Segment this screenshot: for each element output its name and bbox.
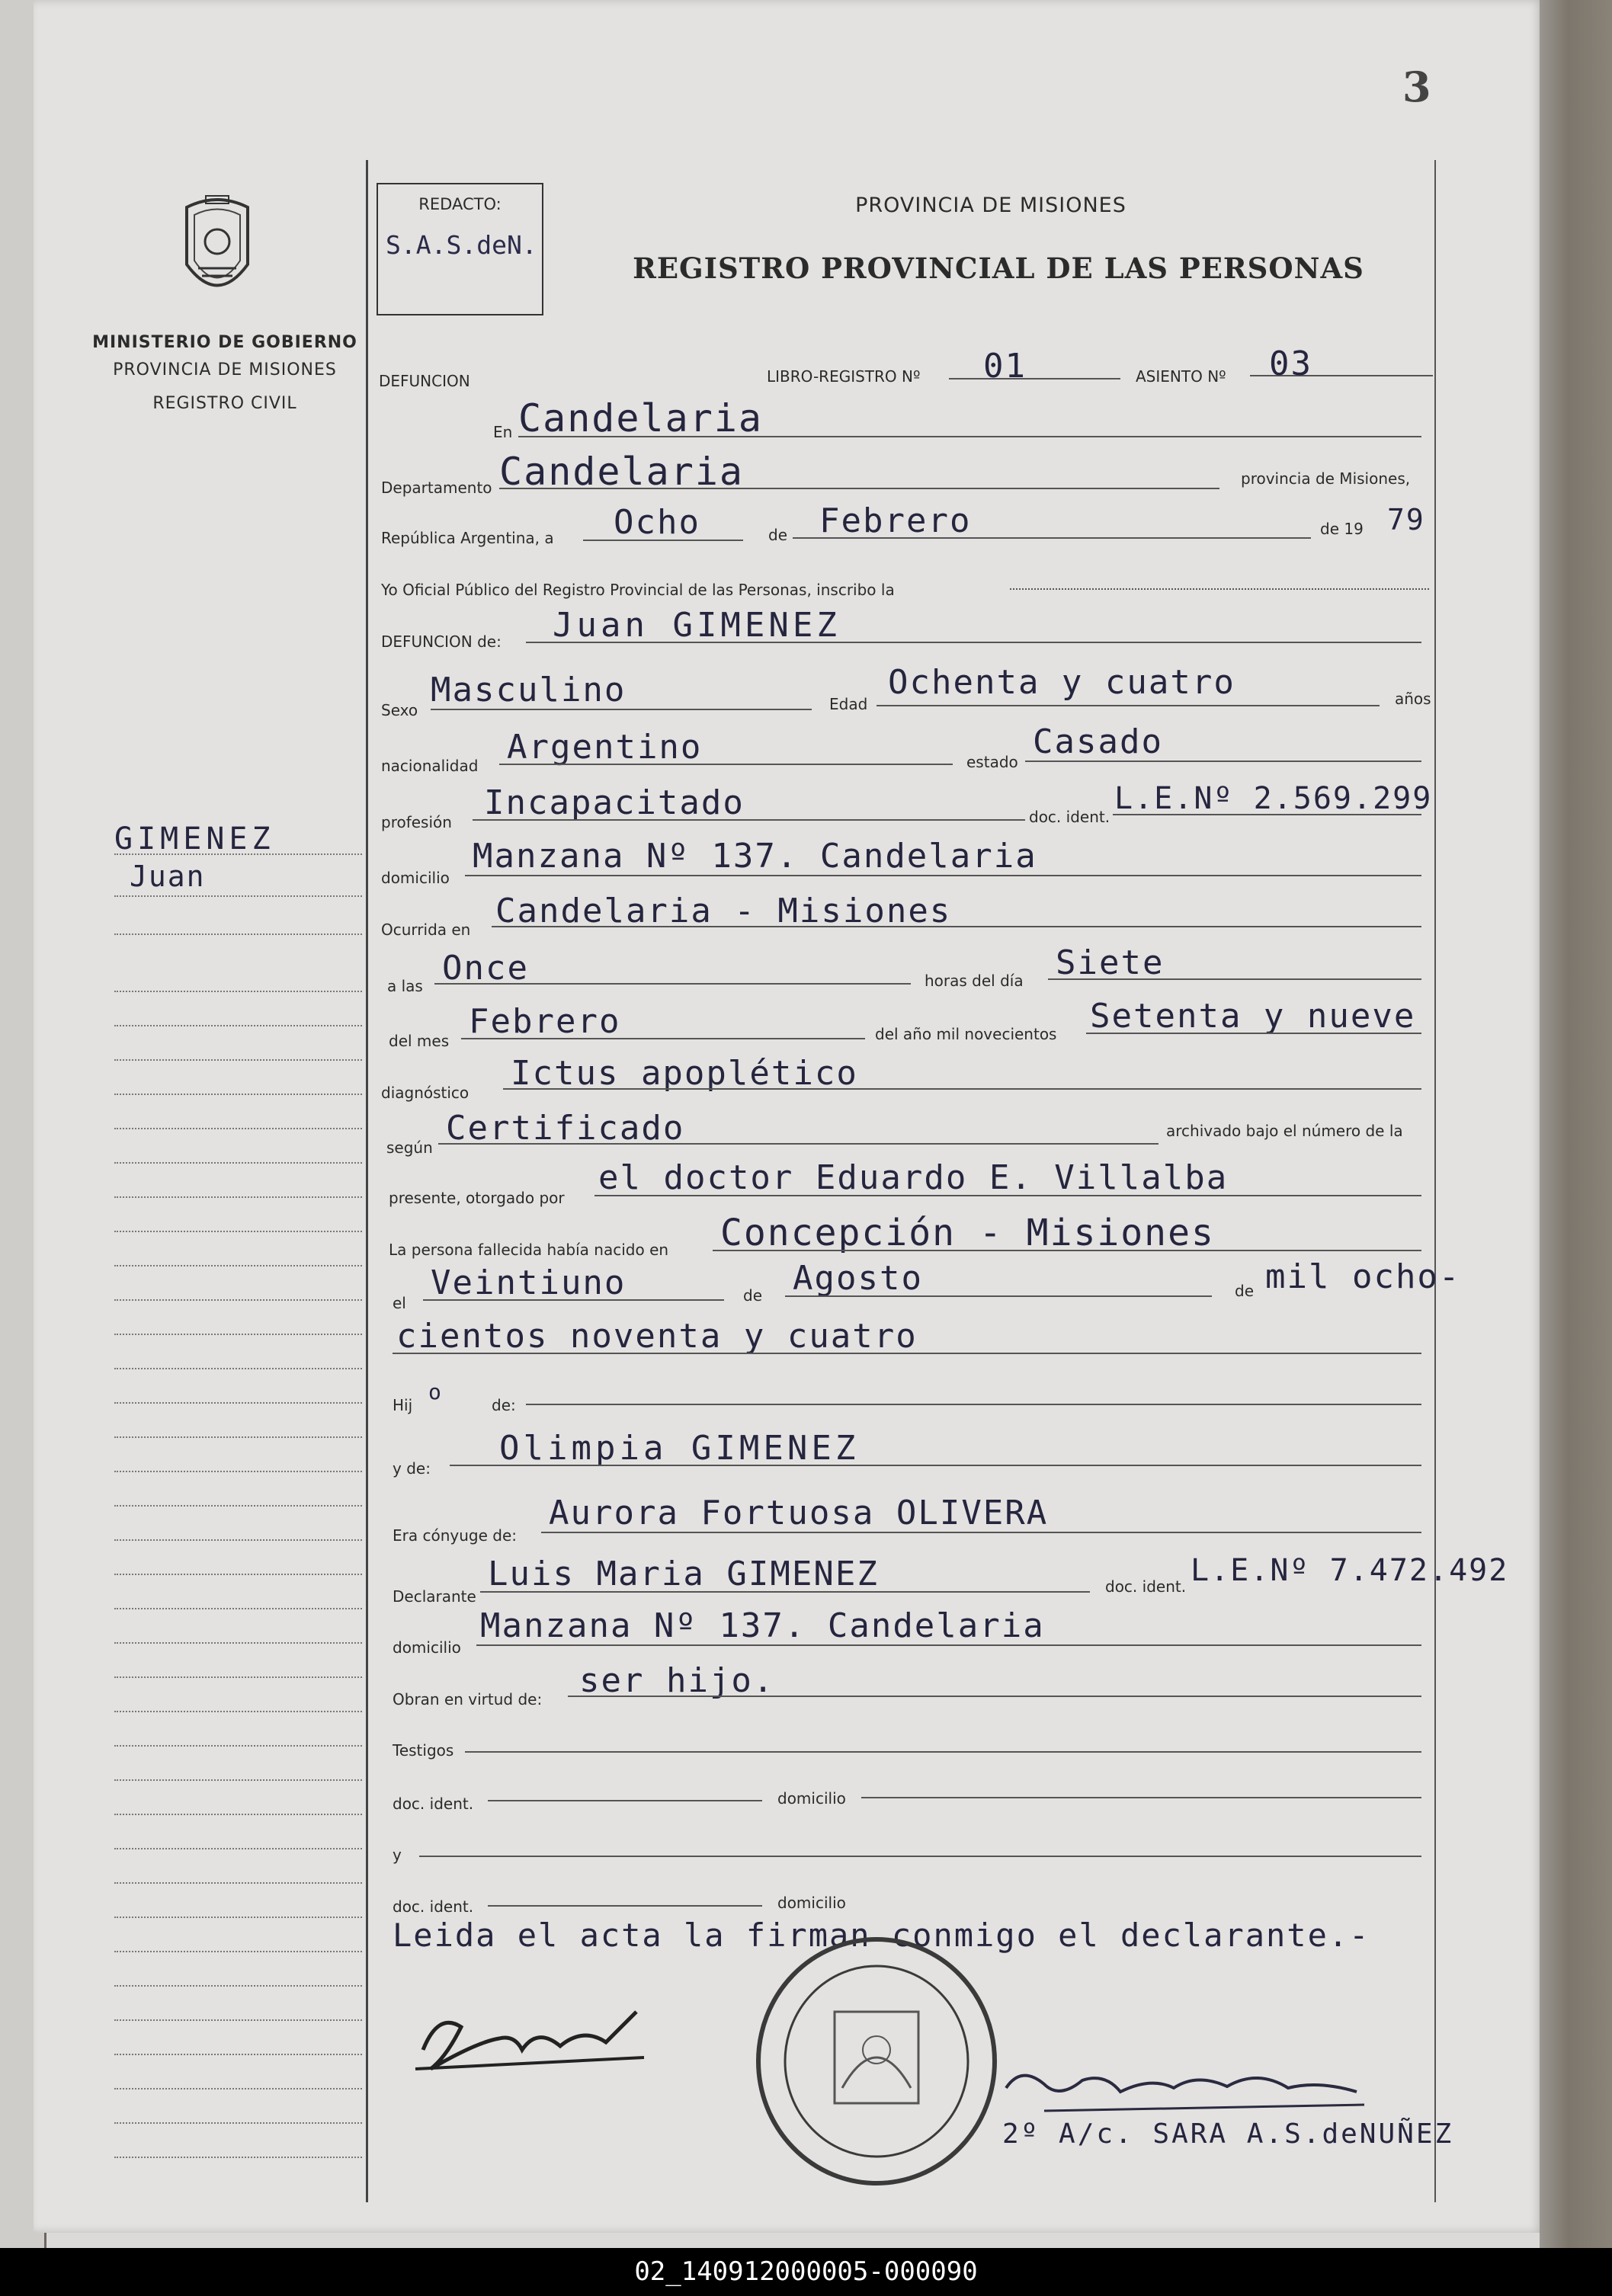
margin-line — [114, 1299, 362, 1301]
margin-surname: GIMENEZ — [114, 821, 275, 857]
nac-mes-value: Agosto — [793, 1259, 923, 1298]
testigo2-doc-line — [488, 1905, 762, 1907]
provincia-label: provincia de Misiones, — [1241, 469, 1411, 488]
testigo1-dom-line — [861, 1797, 1421, 1798]
republica-label: República Argentina, a — [381, 529, 554, 547]
declarante-label: Declarante — [393, 1587, 476, 1606]
segun-label: según — [386, 1138, 433, 1157]
margin-line — [114, 1059, 362, 1061]
margin-line — [114, 1025, 362, 1026]
nacido-label: La persona fallecida había nacido en — [389, 1241, 669, 1259]
departamento-label: Departamento — [381, 479, 492, 497]
doc-line — [1113, 814, 1421, 815]
libro-label: LIBRO-REGISTRO Nº — [767, 367, 921, 386]
margin-line — [114, 1265, 362, 1266]
margin-line — [114, 1231, 362, 1232]
y-label: y — [393, 1846, 402, 1864]
conyuge-label: Era cónyuge de: — [393, 1526, 517, 1545]
lugar-value: Candelaria — [518, 396, 764, 440]
nombre-line — [526, 642, 1421, 643]
yo-oficial-line — [1010, 588, 1429, 590]
hora-value: Once — [442, 949, 529, 988]
testigos-label: Testigos — [393, 1741, 454, 1760]
provincial-emblem-icon — [175, 192, 259, 306]
nac-anio1-value: mil ocho- — [1265, 1257, 1461, 1296]
asiento-label: ASIENTO Nº — [1136, 367, 1226, 386]
dia-value: Ocho — [614, 503, 700, 542]
nacionalidad-value: Argentino — [507, 728, 703, 767]
province-title: PROVINCIA DE MISIONES — [855, 194, 1126, 217]
footer-id: 02_140912000005-000090 — [0, 2248, 1612, 2296]
dia-muerte-value: Siete — [1056, 943, 1165, 982]
official-signature — [998, 2057, 1380, 2118]
testigo1-doc-label: doc. ident. — [393, 1795, 474, 1813]
dia-muerte-line — [1048, 978, 1421, 980]
diagnostico-label: diagnóstico — [381, 1084, 469, 1102]
margin-line — [114, 1711, 362, 1712]
redacto-value: S.A.S.deN. — [386, 230, 537, 260]
right-border — [1434, 160, 1436, 2202]
margin-line — [114, 1094, 362, 1095]
mes-muerte-value: Febrero — [469, 1002, 621, 1041]
margin-line — [114, 895, 362, 897]
conyuge-line — [541, 1532, 1421, 1533]
estado-line — [1025, 761, 1421, 762]
departamento-line — [499, 488, 1219, 489]
declarante-domicilio-line — [476, 1644, 1421, 1646]
margin-divider — [366, 160, 368, 2202]
margin-line — [114, 1985, 362, 1987]
declarante-line — [480, 1591, 1090, 1593]
edad-value: Ochenta y cuatro — [888, 663, 1235, 702]
nac-anio2-value: cientos noventa y cuatro — [396, 1317, 918, 1356]
margin-line — [114, 2088, 362, 2089]
obran-label: Obran en virtud de: — [393, 1690, 543, 1708]
margin-line — [114, 1814, 362, 1815]
margin-line — [114, 1608, 362, 1609]
obran-line — [568, 1696, 1421, 1697]
doc-value: L.E.Nº 2.569.299 — [1114, 781, 1433, 816]
edad-label: Edad — [829, 695, 868, 713]
province-name: PROVINCIA DE MISIONES — [113, 360, 337, 379]
segun-line — [438, 1143, 1159, 1145]
margin-line — [114, 853, 362, 855]
del-mes-label: del mes — [389, 1032, 450, 1050]
a-las-label: a las — [387, 977, 423, 995]
medico-line — [594, 1195, 1421, 1196]
nacido-line — [713, 1250, 1421, 1251]
archivado-label: archivado bajo el número de la — [1166, 1122, 1403, 1140]
estado-value: Casado — [1033, 722, 1163, 761]
de-label: de — [768, 526, 787, 544]
de-nac2-label: de — [1235, 1282, 1254, 1300]
declarante-domicilio-label: domicilio — [393, 1638, 461, 1657]
nac-dia-value: Veintiuno — [431, 1263, 627, 1302]
testigo2-dom-label: domicilio — [777, 1894, 846, 1912]
sexo-value: Masculino — [431, 671, 627, 709]
leida-text: Leida el acta la firman conmigo el declarante.- — [393, 1917, 1370, 1954]
official-seal-icon — [751, 1936, 1002, 2187]
nacionalidad-label: nacionalidad — [381, 757, 479, 775]
redacto-box — [377, 183, 543, 315]
book-cover-edge — [1540, 0, 1612, 2248]
testigo2-doc-label: doc. ident. — [393, 1897, 474, 1916]
margin-line — [114, 1574, 362, 1575]
margin-line — [114, 991, 362, 992]
declarante-doc-value: L.E.Nº 7.472.492 — [1191, 1553, 1509, 1588]
margin-line — [114, 2054, 362, 2055]
doc-label: doc. ident. — [1029, 808, 1110, 826]
de-nac-label: de — [743, 1286, 762, 1305]
madre-line — [450, 1465, 1421, 1466]
horas-label: horas del día — [925, 972, 1024, 990]
estado-label: estado — [966, 753, 1018, 771]
redacto-label: REDACTO: — [418, 195, 502, 213]
testigos-line — [465, 1751, 1421, 1753]
testigo1-doc-line — [488, 1800, 762, 1801]
margin-line — [114, 1642, 362, 1644]
en-label: En — [493, 423, 513, 441]
anio-value: 79 — [1387, 503, 1425, 536]
edad-line — [877, 705, 1380, 706]
padre-line — [526, 1404, 1421, 1405]
del-ano-label: del año mil novecientos — [875, 1025, 1057, 1043]
margin-line — [114, 1848, 362, 1849]
margin-line — [114, 1676, 362, 1678]
sexo-label: Sexo — [381, 701, 418, 719]
margin-line — [114, 1334, 362, 1335]
el-label: el — [393, 1294, 406, 1312]
declarante-doc-label: doc. ident. — [1105, 1577, 1187, 1596]
testigo1-dom-label: domicilio — [777, 1789, 846, 1808]
mes-line — [793, 537, 1311, 539]
profesion-line — [473, 819, 1025, 821]
presente-label: presente, otorgado por — [389, 1189, 565, 1207]
departamento-value: Candelaria — [499, 450, 745, 494]
de-19-label: de 19 — [1320, 520, 1364, 538]
margin-line — [114, 2019, 362, 2021]
margin-line — [114, 933, 362, 935]
margin-line — [114, 1882, 362, 1884]
libro-value: 01 — [983, 347, 1027, 386]
lugar-line — [518, 436, 1421, 437]
segun-value: Certificado — [446, 1109, 685, 1148]
ministry-name: MINISTERIO DE GOBIERNO — [92, 333, 357, 352]
anio-muerte-value: Setenta y nueve — [1090, 997, 1416, 1036]
registry-title: REGISTRO PROVINCIAL DE LAS PERSONAS — [633, 251, 1364, 285]
nac-anio2-line — [393, 1353, 1421, 1354]
ocurrida-value: Candelaria - Misiones — [495, 892, 952, 930]
conyuge-value: Aurora Fortuosa OLIVERA — [549, 1494, 1049, 1532]
hora-line — [434, 983, 911, 985]
margin-line — [114, 1471, 362, 1472]
hij-label: Hij — [393, 1396, 413, 1414]
declarante-signature — [408, 1997, 659, 2080]
margin-line — [114, 1196, 362, 1198]
anio-muerte-line — [1086, 1033, 1421, 1034]
y-de-label: y de: — [393, 1459, 431, 1478]
nacionalidad-line — [499, 764, 953, 765]
nombre-value: Juan GIMENEZ — [553, 606, 841, 645]
anos-label: años — [1395, 690, 1431, 708]
madre-value: Olimpia GIMENEZ — [499, 1429, 860, 1468]
medico-value: el doctor Eduardo E. Villalba — [598, 1158, 1229, 1197]
defuncion-de-label: DEFUNCION de: — [381, 632, 502, 651]
dia-line — [583, 540, 743, 541]
margin-line — [114, 1162, 362, 1164]
margin-line — [114, 1917, 362, 1918]
testigo2-line — [419, 1856, 1421, 1857]
margin-line — [114, 1745, 362, 1747]
margin-line — [114, 1779, 362, 1781]
declarante-domicilio-value: Manzana Nº 137. Candelaria — [480, 1606, 1045, 1645]
mes-value: Febrero — [819, 501, 972, 540]
ocurrida-line — [492, 926, 1421, 927]
domicilio-value: Manzana Nº 137. Candelaria — [473, 837, 1037, 876]
asiento-value: 03 — [1269, 344, 1312, 383]
defuncion-label: DEFUNCION — [379, 372, 470, 390]
margin-line — [114, 1128, 362, 1129]
nac-dia-line — [423, 1299, 724, 1301]
official-name: 2º A/c. SARA A.S.deNUÑEZ — [1002, 2118, 1454, 2150]
ministry-header — [84, 329, 366, 418]
margin-line — [114, 1402, 362, 1404]
margin-line — [114, 1505, 362, 1507]
margin-line — [114, 2122, 362, 2124]
mes-muerte-line — [461, 1038, 865, 1039]
domicilio-line — [465, 875, 1421, 876]
hij-suffix: o — [428, 1379, 443, 1404]
profesion-label: profesión — [381, 813, 452, 831]
profesion-value: Incapacitado — [484, 783, 745, 822]
margin-line — [114, 1368, 362, 1369]
sexo-line — [431, 709, 812, 710]
nacido-value: Concepción - Misiones — [720, 1212, 1215, 1254]
margin-line — [114, 1436, 362, 1438]
margin-line — [114, 1539, 362, 1541]
yo-oficial-label: Yo Oficial Público del Registro Provincial de las Personas, inscribo la — [381, 581, 895, 599]
diagnostico-line — [503, 1088, 1421, 1090]
declarante-value: Luis Maria GIMENEZ — [488, 1555, 879, 1593]
hij-de-label: de: — [492, 1396, 516, 1414]
registry-name: REGISTRO CIVIL — [152, 394, 297, 413]
ocurrida-label: Ocurrida en — [381, 921, 471, 939]
diagnostico-value: Ictus apoplético — [511, 1054, 858, 1093]
obran-value: ser hijo. — [579, 1661, 775, 1700]
domicilio-label: domicilio — [381, 869, 450, 887]
libro-line — [949, 378, 1120, 379]
margin-line — [114, 2157, 362, 2158]
margin-line — [114, 1951, 362, 1952]
nac-mes-line — [785, 1295, 1212, 1297]
page-number: 3 — [1402, 62, 1431, 111]
margin-name: Juan — [130, 860, 206, 893]
